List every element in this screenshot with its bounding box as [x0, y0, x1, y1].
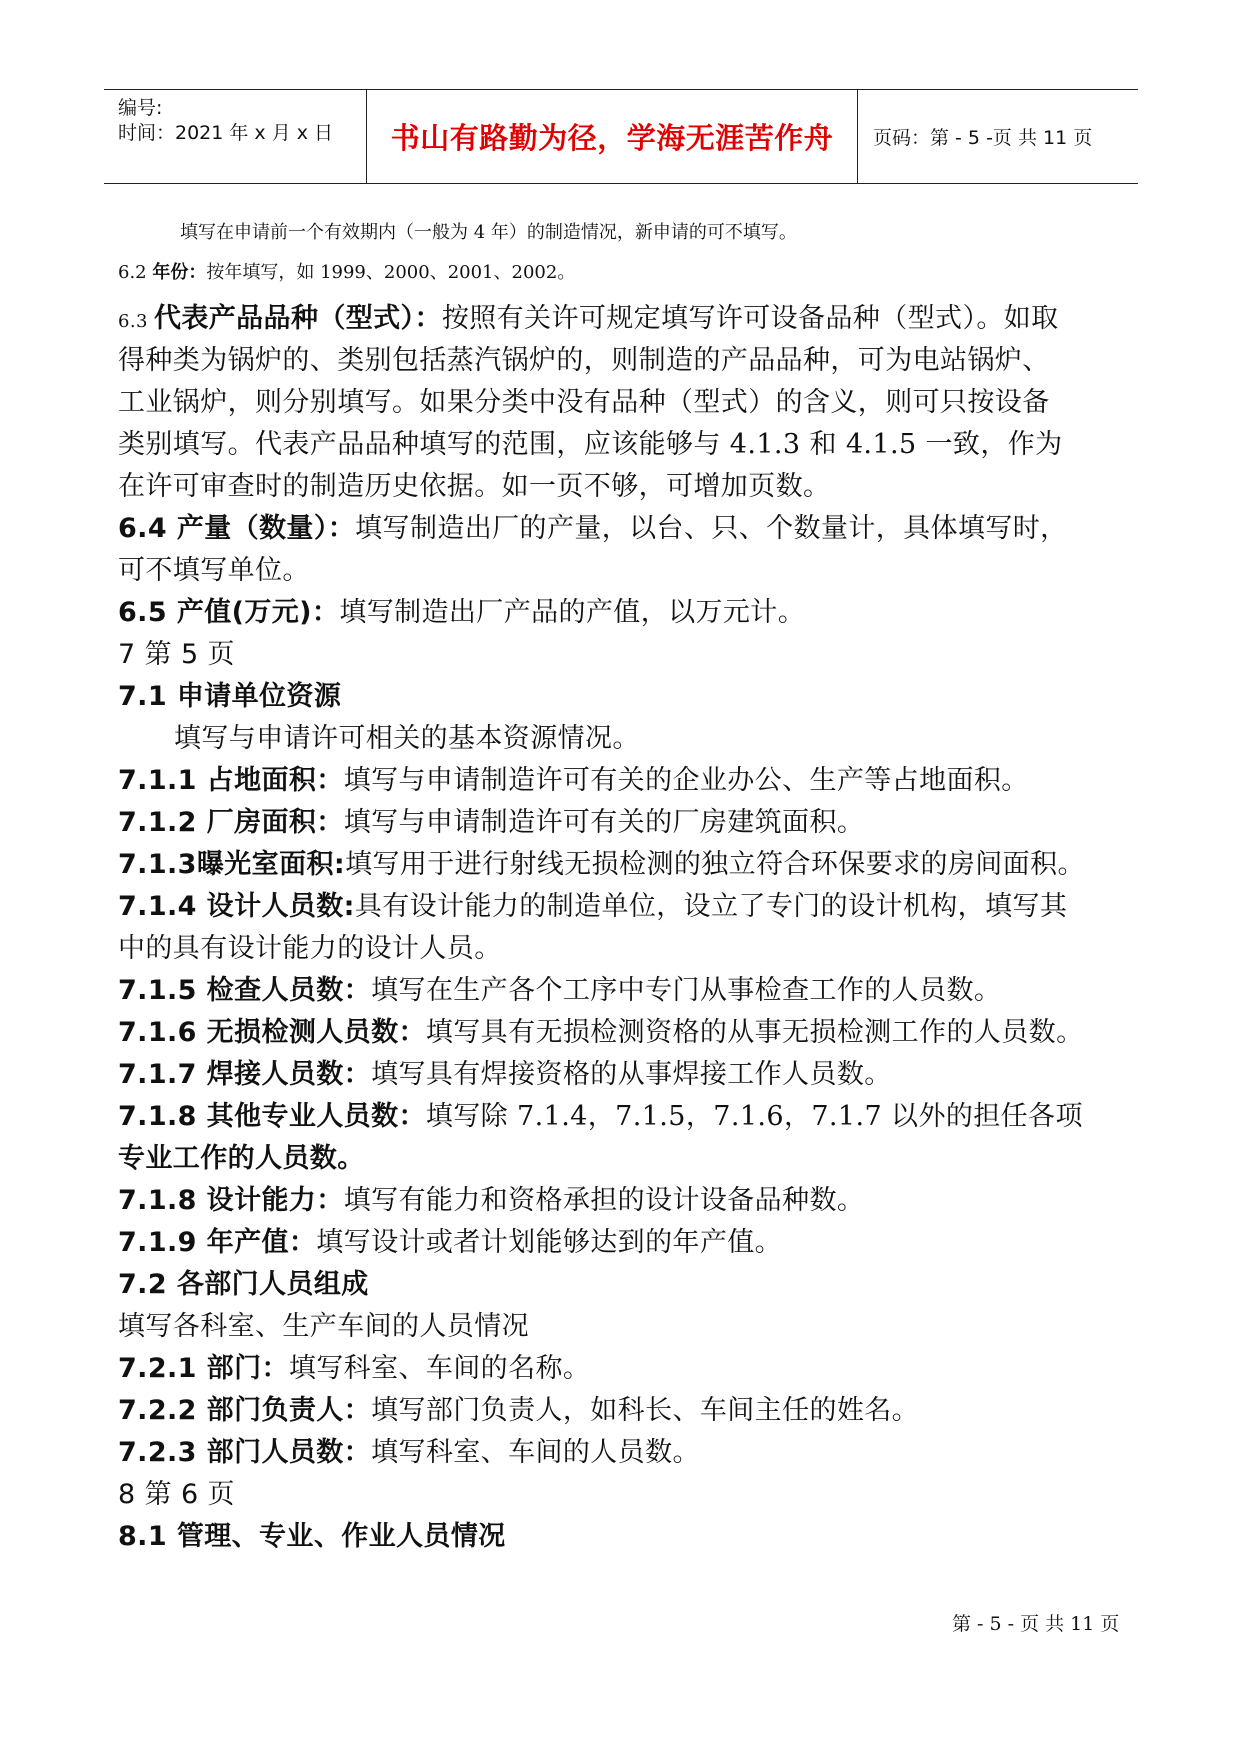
section-text: 填写制造出厂的产量，以台、只、个数量计，具体填写时，: [355, 513, 1068, 544]
section-number: 6.2: [118, 262, 153, 283]
item-term: 7.1.7 焊接人员数：: [118, 1059, 372, 1090]
item-text: 填写有能力和资格承担的设计设备品种数。: [343, 1185, 865, 1216]
header-page-cell: [859, 90, 1138, 183]
item-text: 填写科室、车间的人员数。: [371, 1437, 700, 1468]
section-text: 按照有关许可规定填写许可设备品种（型式）。如取: [441, 303, 1059, 334]
item-7-1-3: [118, 842, 1085, 881]
section-6-2: [118, 258, 575, 284]
item-text: 填写具有无损检测资格的从事无损检测工作的人员数。: [425, 1017, 1084, 1048]
item-term: 7.2.2 部门负责人：: [118, 1395, 372, 1426]
paragraph-line: 在许可审查时的制造历史依据。如一页不够，可增加页数。: [118, 471, 831, 502]
item-term: 7.1.8 设计能力：: [118, 1185, 344, 1216]
paragraph-line: 填写各科室、生产车间的人员情况: [118, 1311, 529, 1342]
item-term: 7.1.9 年产值：: [118, 1227, 317, 1258]
header-motto-cell: [367, 90, 858, 183]
item-7-1-5: [118, 968, 1001, 1007]
item-term: 7.2.3 部门人员数：: [118, 1437, 372, 1468]
section-heading: 7.1 申请单位资源: [118, 681, 342, 712]
header-motto: 书山有路勤为径，学海无涯苦作舟: [390, 121, 834, 155]
paragraph-line: 类别填写。代表产品品种填写的范围，应该能够与 4.1.3 和 4.1.5 一致，作为: [118, 429, 1063, 460]
header-number: 编号:: [118, 97, 163, 119]
item-term: 7.1.1 占地面积：: [118, 765, 344, 796]
item-7-2-2: [118, 1388, 919, 1427]
paragraph-line: 工业锅炉，则分别填写。如果分类中没有品种（型式）的含义，则可只按设备: [118, 387, 1050, 418]
item-7-1-8-other: [118, 1094, 1083, 1133]
item-text: 填写在生产各个工序中专门从事检查工作的人员数。: [371, 975, 1002, 1006]
item-term: 7.1.8 其他专业人员数：: [118, 1101, 426, 1132]
section-term: 代表产品品种（型式）：: [153, 303, 442, 334]
item-text: 填写部门负责人，如科长、车间主任的姓名。: [371, 1395, 920, 1426]
item-text: 填写用于进行射线无损检测的独立符合环保要求的房间面积。: [345, 849, 1085, 880]
item-7-1-2: [118, 800, 864, 839]
item-7-1-8-design: [118, 1178, 864, 1217]
chapter-heading: 8 第 6 页: [118, 1479, 235, 1510]
paragraph-line: 中的具有设计能力的设计人员。: [118, 933, 502, 964]
paragraph-line: 可不填写单位。: [118, 555, 310, 586]
item-7-1-7: [118, 1052, 892, 1091]
section-6-5: [118, 590, 805, 629]
item-term: 7.1.5 检查人员数：: [118, 975, 372, 1006]
item-text: 填写具有焊接资格的从事焊接工作人员数。: [371, 1059, 892, 1090]
item-term: 7.1.4 设计人员数:: [118, 891, 355, 922]
item-7-1-6: [118, 1010, 1083, 1049]
item-text: 填写设计或者计划能够达到的年产值。: [316, 1227, 783, 1258]
paragraph-line: 专业工作的人员数。: [118, 1143, 365, 1174]
item-text: 填写科室、车间的名称。: [288, 1353, 591, 1384]
header-page-number: 页码：第 - 5 -页 共 11 页: [873, 127, 1093, 149]
item-text: 具有设计能力的制造单位，设立了专门的设计机构，填写其: [354, 891, 1068, 922]
paragraph-line: 得种类为锅炉的、类别包括蒸汽锅炉的，则制造的产品品种，可为电站锅炉、: [118, 345, 1050, 376]
chapter-heading: 7 第 5 页: [118, 639, 235, 670]
section-term: 6.5 产值(万元)：: [118, 597, 340, 628]
item-7-1-1: [118, 758, 1029, 797]
document-header: [104, 89, 1138, 184]
section-term: 6.4 产量（数量）：: [118, 513, 356, 544]
section-text: 填写制造出厂产品的产值，以万元计。: [339, 597, 806, 628]
item-term: 7.1.6 无损检测人员数：: [118, 1017, 426, 1048]
section-6-4: [118, 506, 1068, 545]
section-6-3: [118, 296, 1059, 335]
item-7-2-3: [118, 1430, 700, 1469]
item-term: 7.1.3曝光室面积:: [118, 849, 346, 880]
item-text: 填写与申请制造许可有关的厂房建筑面积。: [343, 807, 865, 838]
item-7-2-1: [118, 1346, 590, 1385]
item-7-1-9: [118, 1220, 782, 1259]
section-term: 年份：: [152, 262, 207, 283]
footer-page-number: 第 - 5 - 页 共 11 页: [952, 1613, 1120, 1635]
header-time: 时间：2021 年 x 月 x 日: [118, 122, 334, 144]
section-text: 按年填写，如 1999、2000、2001、2002。: [206, 262, 576, 283]
section-heading: 8.1 管理、专业、作业人员情况: [118, 1521, 506, 1552]
item-7-1-4: [118, 884, 1067, 923]
header-info-cell: [104, 90, 367, 183]
paragraph-line: 填写在申请前一个有效期内（一般为 4 年）的制造情况，新申请的可不填写。: [180, 222, 797, 243]
item-term: 7.1.2 厂房面积：: [118, 807, 344, 838]
section-heading: 7.2 各部门人员组成: [118, 1269, 369, 1300]
section-number: 6.3: [118, 311, 154, 332]
item-term: 7.2.1 部门：: [118, 1353, 289, 1384]
item-text: 填写与申请制造许可有关的企业办公、生产等占地面积。: [343, 765, 1029, 796]
item-text: 填写除 7.1.4，7.1.5，7.1.6，7.1.7 以外的担任各项: [425, 1101, 1083, 1132]
paragraph-line: 填写与申请许可相关的基本资源情况。: [174, 723, 640, 754]
